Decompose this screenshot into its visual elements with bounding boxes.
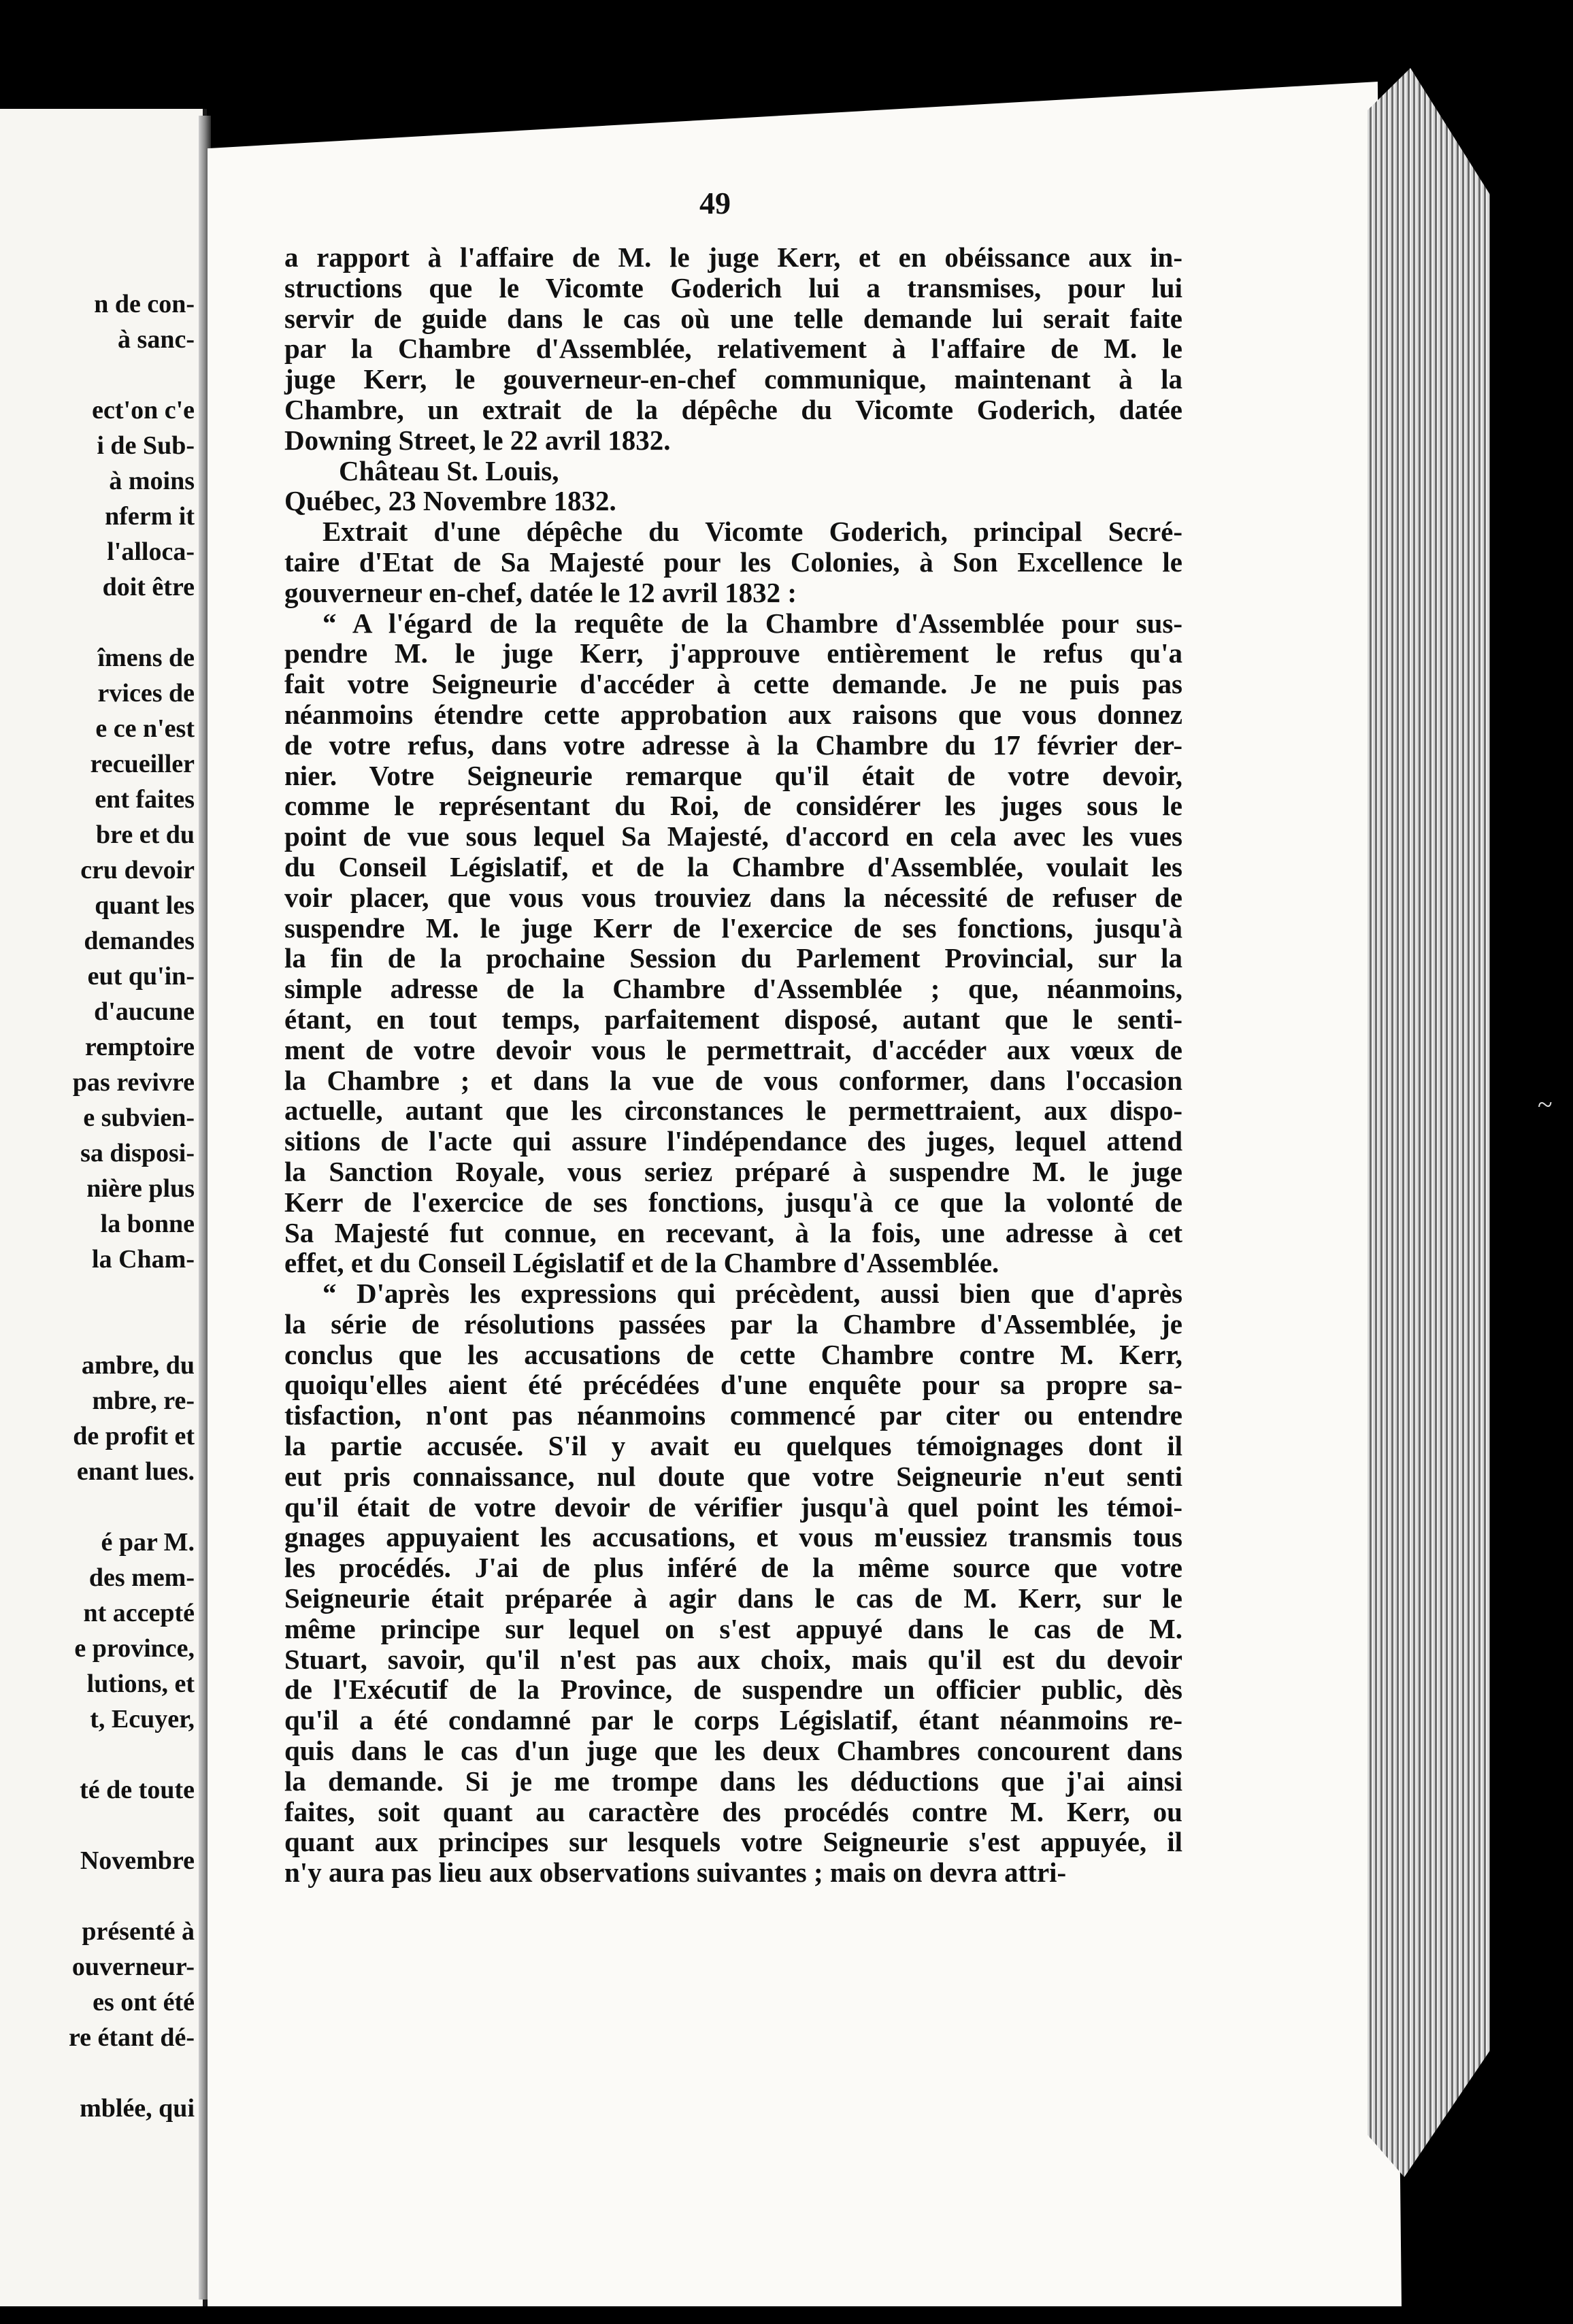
text-line: actuelle, autant que les circonstances le permettraient, aux dispo- bbox=[284, 1095, 1182, 1127]
left-page-line: pas revivre bbox=[72, 1068, 195, 1097]
text-line: de votre refus, dans votre adresse à la Chambre du 17 février der- bbox=[284, 729, 1182, 761]
left-page-line: i de Sub- bbox=[97, 431, 195, 460]
text-line: Chambre, un extrait de la dépêche du Vicomte Goderich, datée bbox=[284, 393, 1182, 425]
text-line: qu'il a été condamné par le corps Législatif, étant néanmoins re- bbox=[284, 1704, 1182, 1736]
left-page-line: à moins bbox=[109, 467, 195, 495]
text-line: servir de guide dans le cas où une telle demande lui serait faite bbox=[284, 302, 1182, 334]
left-page-line: sa disposi- bbox=[80, 1139, 195, 1167]
text-line: pendre M. le juge Kerr, j'approuve entièrement le refus qu'a bbox=[284, 637, 1182, 669]
text-line: Sa Majesté fut connue, en recevant, à la fois, une adresse à cet bbox=[284, 1216, 1182, 1248]
left-page-line: demandes bbox=[84, 927, 195, 955]
left-page-line: re étant dé- bbox=[68, 2023, 195, 2052]
text-line: Québec, 23 Novembre 1832. bbox=[284, 485, 616, 517]
left-page-line: es ont été bbox=[93, 1988, 195, 2016]
left-page-line: mblée, qui bbox=[80, 2094, 195, 2123]
text-line: comme le représentant du Roi, de considérer les juges sous le bbox=[284, 790, 1182, 822]
text-line: juge Kerr, le gouverneur-en-chef communique, maintenant à la bbox=[284, 363, 1182, 395]
text-line: structions que le Vicomte Goderich lui a transmises, pour lui bbox=[284, 271, 1182, 303]
text-line: “ D'après les expressions qui précèdent, aussi bien que d'après bbox=[322, 1278, 1182, 1310]
left-page bbox=[0, 109, 207, 2306]
text-line: néanmoins étendre cette approbation aux raisons que vous donnez bbox=[284, 698, 1182, 730]
text-line: étant, en tout temps, parfaitement disposé, autant que le senti- bbox=[284, 1003, 1182, 1035]
text-line: Downing Street, le 22 avril 1832. bbox=[284, 424, 671, 456]
left-page-line: remptoire bbox=[84, 1033, 195, 1061]
text-line: sitions de l'acte qui assure l'indépendance des juges, lequel attend bbox=[284, 1125, 1182, 1157]
left-page-line: la Cham- bbox=[92, 1245, 195, 1274]
left-page-line: nière plus bbox=[86, 1174, 195, 1203]
text-line: suspendre M. le juge Kerr de l'exercice de ses fonctions, jusqu'à bbox=[284, 912, 1182, 944]
left-page-line: doit être bbox=[102, 573, 195, 601]
left-page-line: e province, bbox=[74, 1634, 195, 1663]
text-line: taire d'Etat de Sa Majesté pour les Colonies, à Son Excellence le bbox=[284, 546, 1182, 578]
left-page-line: nferm it bbox=[105, 502, 195, 531]
left-page-line: ambre, du bbox=[81, 1351, 195, 1380]
left-page-line: t, Ecuyer, bbox=[90, 1705, 195, 1733]
text-line: eut pris connaissance, nul doute que votre Seigneurie n'eut senti bbox=[284, 1460, 1182, 1492]
text-line: Seigneurie était préparée à agir dans le cas de M. Kerr, sur le bbox=[284, 1582, 1182, 1614]
text-line: Stuart, savoir, qu'il n'est pas aux choix, mais qu'il est du devoir bbox=[284, 1643, 1182, 1675]
scan-mark: ~ bbox=[1538, 1089, 1553, 1120]
left-page-line: présenté à bbox=[82, 1917, 195, 1946]
text-line: tisfaction, n'ont pas néanmoins commencé par citer ou entendre bbox=[284, 1399, 1182, 1431]
text-line: la Sanction Royale, vous seriez préparé à suspendre M. le juge bbox=[284, 1155, 1182, 1187]
text-line: “ A l'égard de la requête de la Chambre d'Assemblée pour sus- bbox=[322, 607, 1182, 639]
left-page-line: e ce n'est bbox=[95, 714, 195, 743]
text-line: quis dans le cas d'un juge que les deux Chambres concourent dans bbox=[284, 1735, 1182, 1767]
text-line: même principe sur lequel on s'est appuyé dans le cas de M. bbox=[284, 1612, 1182, 1644]
text-line: la Chambre ; et dans la vue de vous conformer, dans l'occasion bbox=[284, 1064, 1182, 1096]
left-page-line: rvices de bbox=[97, 679, 195, 708]
text-line: a rapport à l'affaire de M. le juge Kerr, et en obéissance aux in- bbox=[284, 242, 1182, 273]
text-line: gnages appuyaient les accusations, et vous m'eussiez transmis tous bbox=[284, 1521, 1182, 1553]
text-line: la série de résolutions passées par la Chambre d'Assemblée, je bbox=[284, 1308, 1182, 1340]
left-page-line: des mem- bbox=[88, 1563, 195, 1592]
text-line: par la Chambre d'Assemblée, relativement à l'affaire de M. le bbox=[284, 333, 1182, 365]
left-page-line: cru devoir bbox=[80, 856, 195, 884]
text-line: du Conseil Législatif, et de la Chambre d'Assemblée, voulait les bbox=[284, 850, 1182, 882]
text-line: simple adresse de la Chambre d'Assemblée ; que, néanmoins, bbox=[284, 973, 1182, 1005]
left-page-line: n de con- bbox=[94, 290, 195, 318]
left-page-line: eut qu'in- bbox=[87, 962, 195, 991]
left-page-line: de profit et bbox=[73, 1422, 195, 1450]
text-line: nier. Votre Seigneurie remarque qu'il était de votre devoir, bbox=[284, 759, 1182, 791]
left-page-line: la bonne bbox=[100, 1210, 195, 1238]
left-page-line: recueiller bbox=[90, 750, 195, 778]
left-page-line: à sanc- bbox=[118, 325, 195, 354]
left-page-line: e subvien- bbox=[83, 1103, 195, 1132]
text-line: Kerr de l'exercice de ses fonctions, jusqu'à ce que la volonté de bbox=[284, 1186, 1182, 1218]
left-page-line: ect'on c'e bbox=[92, 396, 195, 425]
text-line: effet, et du Conseil Législatif et de la Chambre d'Assemblée. bbox=[284, 1247, 999, 1279]
text-line: quant aux principes sur lesquels votre Seigneurie s'est appuyée, il bbox=[284, 1826, 1182, 1858]
text-line: conclus que les accusations de cette Chambre contre M. Kerr, bbox=[284, 1338, 1182, 1370]
left-page-line: lutions, et bbox=[86, 1670, 195, 1698]
left-page-line: Novembre bbox=[80, 1846, 195, 1875]
text-line: de l'Exécutif de la Province, de suspendre un officier public, dès bbox=[284, 1674, 1182, 1706]
left-page-line: ent faites bbox=[95, 785, 195, 814]
left-page-line: é par M. bbox=[101, 1528, 195, 1557]
text-line: faites, soit quant au caractère des procédés contre M. Kerr, ou bbox=[284, 1795, 1182, 1827]
text-line: quoiqu'elles aient été précédées d'une enquête pour sa propre sa- bbox=[284, 1369, 1182, 1401]
left-page-line: l'alloca- bbox=[107, 537, 195, 566]
text-line: gouverneur en-chef, datée le 12 avril 1832 : bbox=[284, 576, 797, 608]
left-page-line: ouverneur- bbox=[71, 1953, 195, 1981]
left-page-line: quant les bbox=[95, 891, 195, 920]
left-page-line: nt accepté bbox=[83, 1599, 195, 1627]
text-line: la demande. Si je me trompe dans les déductions que j'ai ainsi bbox=[284, 1765, 1182, 1797]
left-page-line: bre et du bbox=[96, 820, 195, 849]
page-number: 49 bbox=[699, 186, 731, 220]
text-line: qu'il était de votre devoir de vérifier jusqu'à quel point les témoi- bbox=[284, 1491, 1182, 1523]
text-line: n'y aura pas lieu aux observations suivantes ; mais on devra attri- bbox=[284, 1857, 1067, 1889]
left-page-line: d'aucune bbox=[94, 997, 195, 1026]
text-line: la fin de la prochaine Session du Parlement Provincial, sur la bbox=[284, 942, 1182, 974]
text-line: la partie accusée. S'il y avait eu quelques témoignages dont il bbox=[284, 1430, 1182, 1462]
text-line: Château St. Louis, bbox=[339, 454, 559, 486]
text-line: ment de votre devoir vous le permettrait, d'accéder aux vœux de bbox=[284, 1033, 1182, 1065]
text-line: Extrait d'une dépêche du Vicomte Goderich, principal Secré- bbox=[322, 516, 1182, 548]
left-page-line: enant lues. bbox=[76, 1457, 195, 1486]
book-page-edges bbox=[1368, 68, 1490, 2177]
left-page-line: té de toute bbox=[80, 1776, 195, 1804]
left-page-line: îmens de bbox=[97, 644, 195, 672]
text-line: voir placer, que vous vous trouviez dans la nécessité de refuser de bbox=[284, 881, 1182, 913]
text-line: point de vue sous lequel Sa Majesté, d'accord en cela avec les vues bbox=[284, 820, 1182, 852]
text-line: fait votre Seigneurie d'accéder à cette demande. Je ne puis pas bbox=[284, 668, 1182, 700]
left-page-line: mbre, re- bbox=[92, 1387, 195, 1415]
text-line: les procédés. J'ai de plus inféré de la même source que votre bbox=[284, 1552, 1182, 1584]
body-text bbox=[284, 242, 1182, 1888]
